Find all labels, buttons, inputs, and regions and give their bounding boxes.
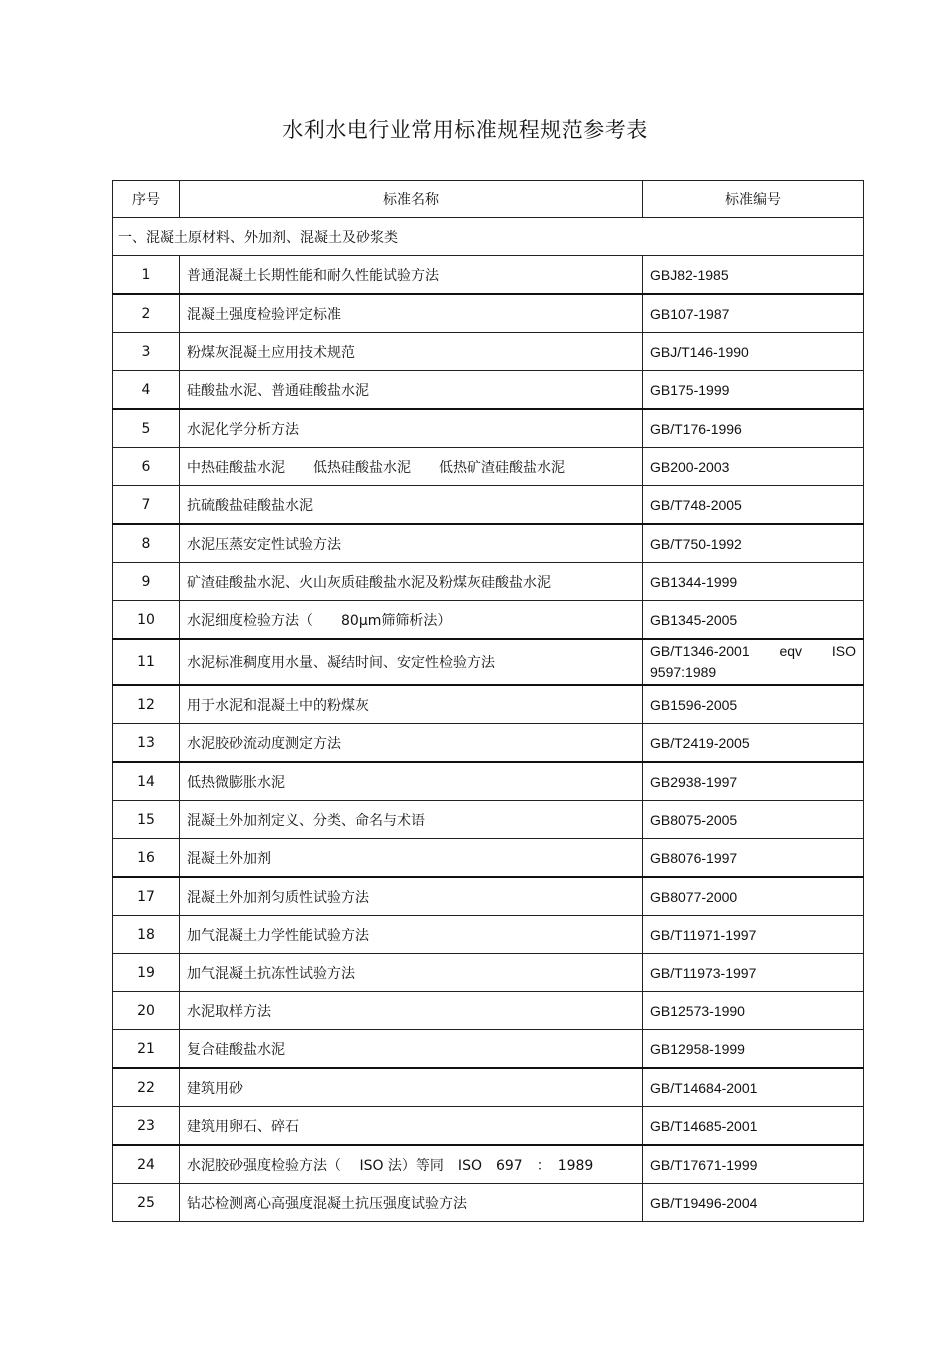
standard-code: GB/T17671-1999 — [643, 1145, 864, 1184]
standard-code: GB/T14685-2001 — [643, 1107, 864, 1146]
row-number: 3 — [113, 333, 180, 371]
page-title: 水利水电行业常用标准规程规范参考表 — [282, 118, 648, 142]
row-number: 5 — [113, 409, 180, 448]
row-number: 23 — [113, 1107, 180, 1146]
table-row — [113, 1145, 864, 1184]
table-row — [113, 486, 864, 525]
table-row — [113, 1107, 864, 1146]
row-number: 8 — [113, 524, 180, 563]
standard-name: 复合硅酸盐水泥 — [180, 1030, 643, 1069]
row-number: 19 — [113, 954, 180, 992]
header-name: 标准名称 — [180, 181, 643, 218]
standard-name: 加气混凝土抗冻性试验方法 — [180, 954, 643, 992]
row-number: 2 — [113, 294, 180, 333]
standard-name: 中热硅酸盐水泥 低热硅酸盐水泥 低热矿渣硅酸盐水泥 — [180, 448, 643, 486]
header-code: 标准编号 — [643, 181, 864, 218]
table-row — [113, 992, 864, 1030]
standard-name: 混凝土外加剂定义、分类、命名与术语 — [180, 801, 643, 839]
row-number: 17 — [113, 877, 180, 916]
row-number: 6 — [113, 448, 180, 486]
standard-name: 水泥化学分析方法 — [180, 409, 643, 448]
table-row — [113, 916, 864, 954]
table-row — [113, 1184, 864, 1222]
standard-name: 钻芯检测离心高强度混凝土抗压强度试验方法 — [180, 1184, 643, 1222]
table-row — [113, 877, 864, 916]
standard-name: 水泥压蒸安定性试验方法 — [180, 524, 643, 563]
standard-name: 水泥取样方法 — [180, 992, 643, 1030]
standard-name: 水泥胶砂流动度测定方法 — [180, 724, 643, 763]
table-row — [113, 1030, 864, 1069]
table-row — [113, 954, 864, 992]
table-row — [113, 1068, 864, 1107]
standard-code: GB1596-2005 — [643, 685, 864, 724]
standard-code: GB/T14684-2001 — [643, 1068, 864, 1107]
table-header-row — [113, 181, 864, 218]
standard-code: GB/T11973-1997 — [643, 954, 864, 992]
row-number: 25 — [113, 1184, 180, 1222]
standard-name: 建筑用卵石、碎石 — [180, 1107, 643, 1146]
standard-code: GB200-2003 — [643, 448, 864, 486]
standard-name: 混凝土强度检验评定标准 — [180, 294, 643, 333]
standard-name: 水泥胶砂强度检验方法（ ISO 法）等同 ISO 697 ： 1989 — [180, 1145, 643, 1184]
standard-name: 低热微膨胀水泥 — [180, 762, 643, 801]
table-row — [113, 409, 864, 448]
row-number: 10 — [113, 601, 180, 640]
standard-name: 水泥细度检验方法（ 80μm筛筛析法） — [180, 601, 643, 640]
table-row — [113, 333, 864, 371]
table-row — [113, 524, 864, 563]
table-row — [113, 639, 864, 685]
table-row — [113, 294, 864, 333]
table-row — [113, 762, 864, 801]
standard-name: 混凝土外加剂 — [180, 839, 643, 878]
table-row — [113, 256, 864, 295]
row-number: 22 — [113, 1068, 180, 1107]
standard-code: GB175-1999 — [643, 371, 864, 410]
table-row — [113, 685, 864, 724]
row-number: 14 — [113, 762, 180, 801]
standard-name: 水泥标准稠度用水量、凝结时间、安定性检验方法 — [180, 639, 643, 685]
table-row — [113, 448, 864, 486]
standard-name: 建筑用砂 — [180, 1068, 643, 1107]
table-row — [113, 724, 864, 763]
category-row — [113, 218, 864, 256]
standard-code: GB1345-2005 — [643, 601, 864, 640]
standard-name: 粉煤灰混凝土应用技术规范 — [180, 333, 643, 371]
standard-code: GB8077-2000 — [643, 877, 864, 916]
row-number: 20 — [113, 992, 180, 1030]
table-row — [113, 563, 864, 601]
standard-code: GB12958-1999 — [643, 1030, 864, 1069]
row-number: 15 — [113, 801, 180, 839]
standard-name: 混凝土外加剂匀质性试验方法 — [180, 877, 643, 916]
standard-name: 普通混凝土长期性能和耐久性能试验方法 — [180, 256, 643, 295]
row-number: 11 — [113, 639, 180, 685]
standard-code: GB/T750-1992 — [643, 524, 864, 563]
row-number: 21 — [113, 1030, 180, 1069]
row-number: 4 — [113, 371, 180, 410]
standard-code: GB8075-2005 — [643, 801, 864, 839]
row-number: 16 — [113, 839, 180, 878]
standard-code: GB/T2419-2005 — [643, 724, 864, 763]
standard-code: GB/T748-2005 — [643, 486, 864, 525]
row-number: 13 — [113, 724, 180, 763]
category-label: 一、混凝土原材料、外加剂、混凝土及砂浆类 — [113, 218, 864, 256]
standard-code: GB/T11971-1997 — [643, 916, 864, 954]
row-number: 24 — [113, 1145, 180, 1184]
standards-table — [112, 180, 864, 1222]
table-row — [113, 801, 864, 839]
standard-name: 用于水泥和混凝土中的粉煤灰 — [180, 685, 643, 724]
standard-code: GB1344-1999 — [643, 563, 864, 601]
standard-code: GBJ82-1985 — [643, 256, 864, 295]
standard-code: GB/T176-1996 — [643, 409, 864, 448]
header-no: 序号 — [113, 181, 180, 218]
table-row — [113, 839, 864, 878]
standard-code: GB/T1346-2001 eqv ISO 9597:1989 — [643, 639, 864, 685]
row-number: 1 — [113, 256, 180, 295]
standard-code: GB107-1987 — [643, 294, 864, 333]
row-number: 7 — [113, 486, 180, 525]
table-row — [113, 601, 864, 640]
table-row — [113, 371, 864, 410]
standard-name: 硅酸盐水泥、普通硅酸盐水泥 — [180, 371, 643, 410]
standard-name: 抗硫酸盐硅酸盐水泥 — [180, 486, 643, 525]
standard-code: GB/T19496-2004 — [643, 1184, 864, 1222]
standard-code: GB8076-1997 — [643, 839, 864, 878]
standard-code: GB12573-1990 — [643, 992, 864, 1030]
standard-code: GBJ/T146-1990 — [643, 333, 864, 371]
row-number: 9 — [113, 563, 180, 601]
standard-code: GB2938-1997 — [643, 762, 864, 801]
standard-name: 加气混凝土力学性能试验方法 — [180, 916, 643, 954]
standard-name: 矿渣硅酸盐水泥、火山灰质硅酸盐水泥及粉煤灰硅酸盐水泥 — [180, 563, 643, 601]
row-number: 12 — [113, 685, 180, 724]
row-number: 18 — [113, 916, 180, 954]
